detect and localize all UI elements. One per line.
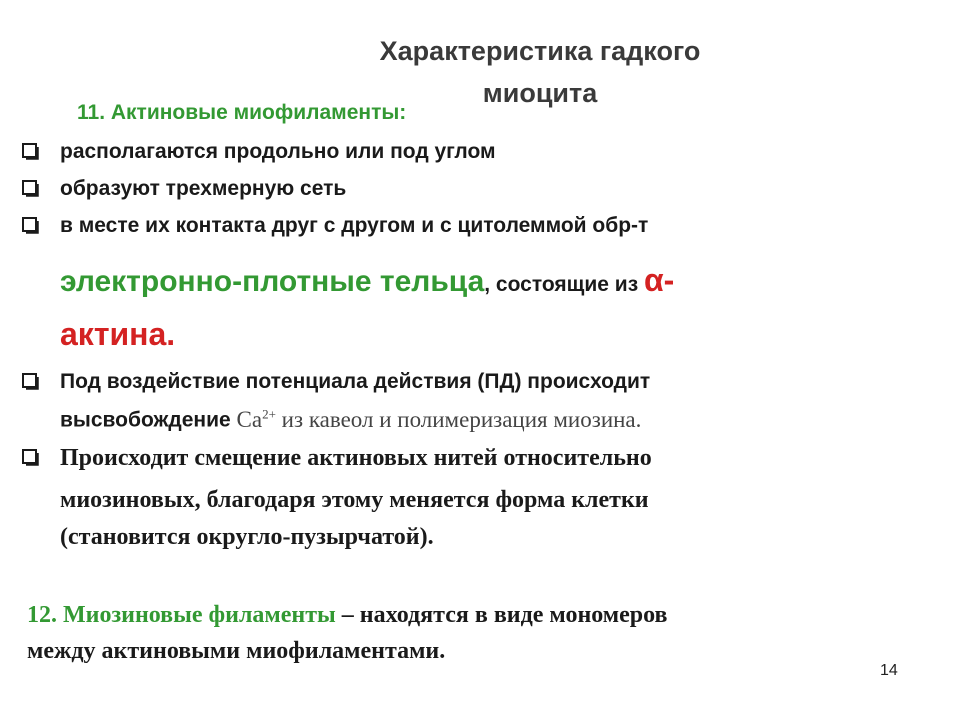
bullet-text-5-line-2: миозиновых, благодаря этому меняется форма клетки — [60, 487, 649, 513]
dense-bodies-term: электронно-плотные тельца — [60, 265, 485, 298]
myosin-text-line-2: между актиновыми миофиламентами. — [27, 638, 446, 664]
section-myosin-paragraph — [27, 597, 927, 669]
alpha-symbol: α- — [643, 262, 675, 298]
calcium-ion — [237, 407, 642, 432]
bullet-3-rest: , состоящие из — [484, 273, 644, 296]
page-number: 14 — [880, 662, 898, 679]
bullet-text-4-continued — [60, 406, 641, 433]
checkbox-bullet-icon — [22, 180, 40, 198]
title-line-2: миоцита — [482, 78, 598, 108]
calcium-symbol: Ca — [236, 406, 263, 432]
checkbox-bullet-icon — [22, 217, 40, 235]
bullet-text-3: в месте их контакта друг с другом и с цитолеммой обр-т — [60, 214, 649, 237]
bullet-text-4: Под воздействие потенциала действия (ПД) происходит — [60, 370, 651, 393]
myosin-text-line-1: – находятся в виде мономеров — [335, 602, 668, 628]
bullet-text-3-continued — [60, 262, 674, 299]
bullet-text-1: располагаются продольно или под углом — [60, 140, 496, 163]
checkbox-bullet-icon — [22, 143, 40, 161]
bullet-text-5: Происходит смещение актиновых нитей относительно — [60, 445, 652, 471]
checkbox-bullet-icon — [22, 373, 40, 391]
bullet-4-start: высвобождение — [60, 408, 237, 432]
checkbox-bullet-icon — [22, 449, 40, 467]
section-heading-myosin: 12. Миозиновые филаменты — [27, 602, 336, 628]
section-heading-actin: 11. Актиновые миофиламенты: — [77, 101, 407, 124]
calcium-charge: 2+ — [262, 406, 276, 421]
bullet-4-end: из кавеол и полимеризация миозина. — [275, 406, 642, 432]
actin-term: актина. — [60, 316, 176, 352]
title-line-1: Характеристика гадкого — [379, 36, 701, 66]
bullet-text-5-line-3: (становится округло-пузырчатой). — [60, 524, 434, 550]
bullet-text-2: образуют трехмерную сеть — [60, 177, 347, 200]
